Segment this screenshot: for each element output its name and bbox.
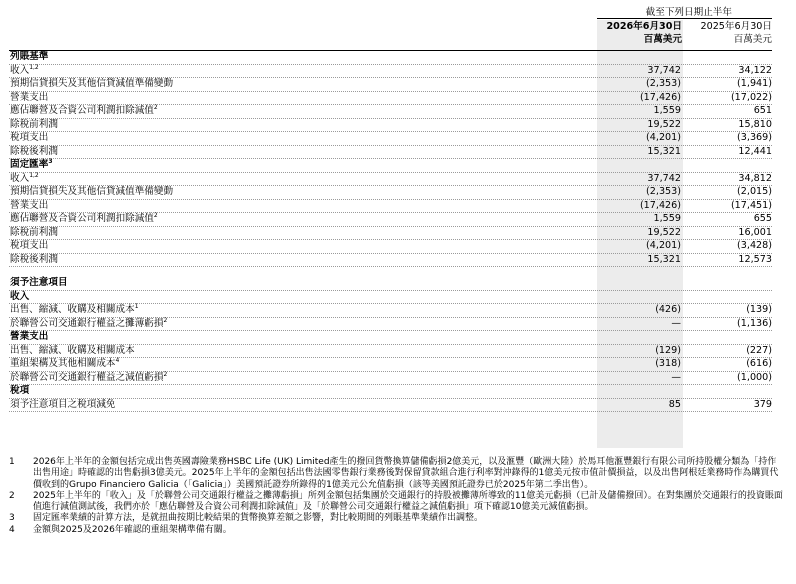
table-row <box>9 318 772 332</box>
value-2025: 651 <box>753 105 772 116</box>
row-label <box>10 200 48 213</box>
row-label <box>10 372 167 385</box>
row-label-text: 重組架構及其他相關成本 <box>10 358 116 369</box>
table-row <box>9 358 772 372</box>
row-label-text: 出售、縮減、收購及相關成本 <box>10 304 135 315</box>
row-label <box>10 146 58 159</box>
table-row <box>9 173 772 187</box>
period-heading: 截至下列日期止半年 <box>645 7 732 18</box>
column-header-2025-date: 2025年6月30日 <box>700 21 772 32</box>
value-2025: 12,441 <box>738 145 772 157</box>
table-row <box>9 399 772 413</box>
footnote-marker: 1,2 <box>29 171 39 179</box>
row-label-text: 於聯營公司交通銀行權益之攤薄虧損 <box>10 317 164 329</box>
table-row <box>9 132 772 146</box>
row-label <box>10 92 48 105</box>
row-label-text: 於聯營公司交通銀行權益之減值虧損 <box>10 371 164 383</box>
column-header-2025 <box>682 21 772 46</box>
value-2026: 15,321 <box>647 145 681 157</box>
footnote-number: 1 <box>9 457 15 467</box>
footnote <box>9 525 784 536</box>
table-row <box>9 304 772 318</box>
value-2025: 379 <box>753 398 772 410</box>
footnote-marker: 1 <box>134 303 139 310</box>
table-row <box>9 254 772 268</box>
footnote-marker: 4 <box>115 357 120 364</box>
footnote-number: 3 <box>9 513 15 524</box>
value-2026: (17,426) <box>639 199 681 211</box>
row-label-text: 稅項支出 <box>10 132 49 143</box>
table-row <box>9 146 772 160</box>
value-2026: (2,353) <box>646 186 681 197</box>
value-2026: (426) <box>655 304 681 315</box>
footnote-marker: 2 <box>163 316 168 324</box>
value-2025: (3,428) <box>737 240 772 251</box>
table-row <box>9 78 772 92</box>
row-label <box>10 65 39 78</box>
value-2026: (17,426) <box>639 91 681 103</box>
row-label <box>10 345 135 358</box>
footnote-marker: 3 <box>48 158 53 165</box>
value-2026: (129) <box>655 344 681 356</box>
column-header-2025-unit: 百萬美元 <box>733 33 772 45</box>
footnote-marker: 1,2 <box>29 63 39 71</box>
table-row <box>9 227 772 241</box>
value-2026: 1,559 <box>653 105 681 116</box>
footnotes <box>9 457 784 536</box>
value-2025: 12,573 <box>738 253 772 265</box>
value-2026: 1,559 <box>653 213 681 224</box>
row-label-text: 除稅後利潤 <box>10 253 58 265</box>
period-heading-rule <box>597 18 772 19</box>
value-2025: (1,941) <box>737 78 772 89</box>
footnote-marker: 2 <box>153 104 158 111</box>
footnote-marker: 2 <box>153 212 158 219</box>
value-2025: 34,812 <box>738 172 772 184</box>
value-2026: 19,522 <box>647 118 681 130</box>
table-row <box>9 213 772 227</box>
row-label-text: 預期信貸損失及其他信貸減值準備變動 <box>10 78 174 89</box>
table-row <box>9 345 772 359</box>
value-2025: (1,136) <box>737 317 772 329</box>
value-2025: (139) <box>746 304 772 315</box>
row-label-text: 須予注意項目之稅項減免 <box>10 398 116 410</box>
row-label-text: 稅項 <box>10 385 30 396</box>
section-heading-row <box>9 277 772 291</box>
footnote <box>9 457 784 491</box>
value-2026: (4,201) <box>646 132 681 143</box>
value-2025: 16,001 <box>738 226 772 238</box>
row-label-text: 營業支出 <box>10 331 49 342</box>
row-label <box>10 119 58 132</box>
row-label-text: 應佔聯營及合資公司利潤扣除減值 <box>10 105 154 116</box>
row-label-text: 收入 <box>10 290 30 302</box>
section-heading <box>10 291 29 304</box>
value-2026: — <box>671 371 681 383</box>
section-heading <box>10 51 48 64</box>
value-2026: 37,742 <box>647 172 681 184</box>
row-label-text: 出售、縮減、收購及相關成本 <box>10 344 135 356</box>
table-row <box>9 200 772 214</box>
table-row <box>9 240 772 254</box>
row-label-text: 營業支出 <box>10 91 49 103</box>
value-2026: 15,321 <box>647 253 681 265</box>
value-2026: (2,353) <box>646 78 681 89</box>
column-header-2026 <box>592 21 682 46</box>
footnote <box>9 513 784 524</box>
column-header-2026-unit: 百萬美元 <box>643 33 682 45</box>
footnote-number: 2 <box>9 490 15 501</box>
column-header-2026-date: 2026年6月30日 <box>606 21 682 32</box>
row-label-text: 除稅前利潤 <box>10 226 58 238</box>
row-label <box>10 132 48 145</box>
footnote-text: 2026年上半年的金額包括完成出售英國壽險業務HSBC Life (UK) Limited產生的撥回貨幣換算儲備虧損2億美元，以及滙豐（歐洲大陸）於馬耳他滙豐銀行有限公司所持股權分類為「持作出售用途」時確認的出售虧損3億美元。2025年上半年的金額包括出售法國零售銀行業務後對保留貸款組合進行利率對沖錄得的1億美元按市值計價損益，以及出售阿根廷業務時作為購買代價收到的Grupo Financiero Galicia（「Galicia」）美國預託證券所錄得的1億美元公允值虧損（該等美國預託證券已於2025年第二季出售）。 <box>33 457 779 490</box>
row-label <box>10 227 58 240</box>
row-label-text: 除稅前利潤 <box>10 118 58 130</box>
value-2026: 19,522 <box>647 226 681 238</box>
value-2025: (616) <box>746 358 772 369</box>
row-label <box>10 173 39 186</box>
row-label-text: 營業支出 <box>10 199 49 211</box>
row-label <box>10 254 58 267</box>
section-heading <box>10 277 68 290</box>
row-label-text: 預期信貸損失及其他信貸減值準備變動 <box>10 186 174 197</box>
row-label <box>10 240 48 253</box>
row-label <box>10 318 167 331</box>
table-header <box>0 0 796 50</box>
section-heading-row <box>9 50 772 65</box>
footnote-text: 2025年上半年的「收入」及「於聯營公司交通銀行權益之攤薄虧損」所列金額包括集團於交通銀行的持股被攤薄所導致的11億美元虧損（已計及儲備撥回）。在對集團於交通銀行的投資賬面值進行減值測試後，我們亦於「應佔聯營及合資公司利潤扣除減值」及「於聯營公司交通銀行權益之減值虧損」項下確認10億美元減值虧損。 <box>33 490 783 513</box>
value-2025: (227) <box>746 344 772 356</box>
value-2025: (1,000) <box>737 371 772 383</box>
value-2026: 85 <box>668 398 681 410</box>
row-label-text: 收入 <box>10 64 30 76</box>
section-heading-row <box>9 331 772 345</box>
row-label <box>10 78 173 91</box>
section-heading <box>10 159 53 172</box>
value-2025: (3,369) <box>737 132 772 143</box>
section-heading-row <box>9 385 772 399</box>
row-label-text: 列賬基準 <box>10 51 49 62</box>
table-spacer <box>9 267 772 277</box>
value-2026: — <box>671 317 681 329</box>
row-label <box>10 399 116 412</box>
table-row <box>9 119 772 133</box>
value-2025: (17,451) <box>730 199 772 211</box>
value-2026: 37,742 <box>647 64 681 76</box>
table-row <box>9 372 772 386</box>
row-label <box>10 105 158 118</box>
value-2025: (17,022) <box>730 91 772 103</box>
table-row <box>9 65 772 79</box>
row-label <box>10 304 139 317</box>
table-row <box>9 105 772 119</box>
footnote-text: 固定匯率業績的計算方法，是就扭曲按期比較結果的貨幣換算差額之影響，對比較期間的列賬基準業績作出調整。 <box>33 513 484 524</box>
financial-results-table <box>9 50 772 412</box>
table-row <box>9 92 772 106</box>
row-label-text: 稅項支出 <box>10 240 49 251</box>
row-label <box>10 358 119 371</box>
row-label-text: 應佔聯營及合資公司利潤扣除減值 <box>10 213 154 224</box>
table-row <box>9 186 772 200</box>
footnote-number: 4 <box>9 524 15 535</box>
section-heading <box>10 385 29 398</box>
value-2025: 655 <box>753 213 772 224</box>
value-2025: (2,015) <box>737 186 772 197</box>
value-2026: (4,201) <box>646 240 681 251</box>
section-heading-row <box>9 159 772 173</box>
footnote-marker: 2 <box>163 370 168 378</box>
row-label-text: 收入 <box>10 172 30 184</box>
row-label <box>10 186 173 199</box>
footnote <box>9 491 784 514</box>
row-label-text: 固定匯率 <box>10 159 49 170</box>
value-2025: 34,122 <box>738 64 772 76</box>
value-2026: (318) <box>655 358 681 369</box>
row-label-text: 除稅後利潤 <box>10 145 58 157</box>
value-2025: 15,810 <box>738 118 772 130</box>
section-heading <box>10 331 48 344</box>
row-label <box>10 213 158 226</box>
footnote-text: 金額與2025及2026年確認的重組架構準備有關。 <box>33 524 232 535</box>
section-heading-row <box>9 291 772 305</box>
row-label-text: 須予注意項目 <box>10 277 68 288</box>
